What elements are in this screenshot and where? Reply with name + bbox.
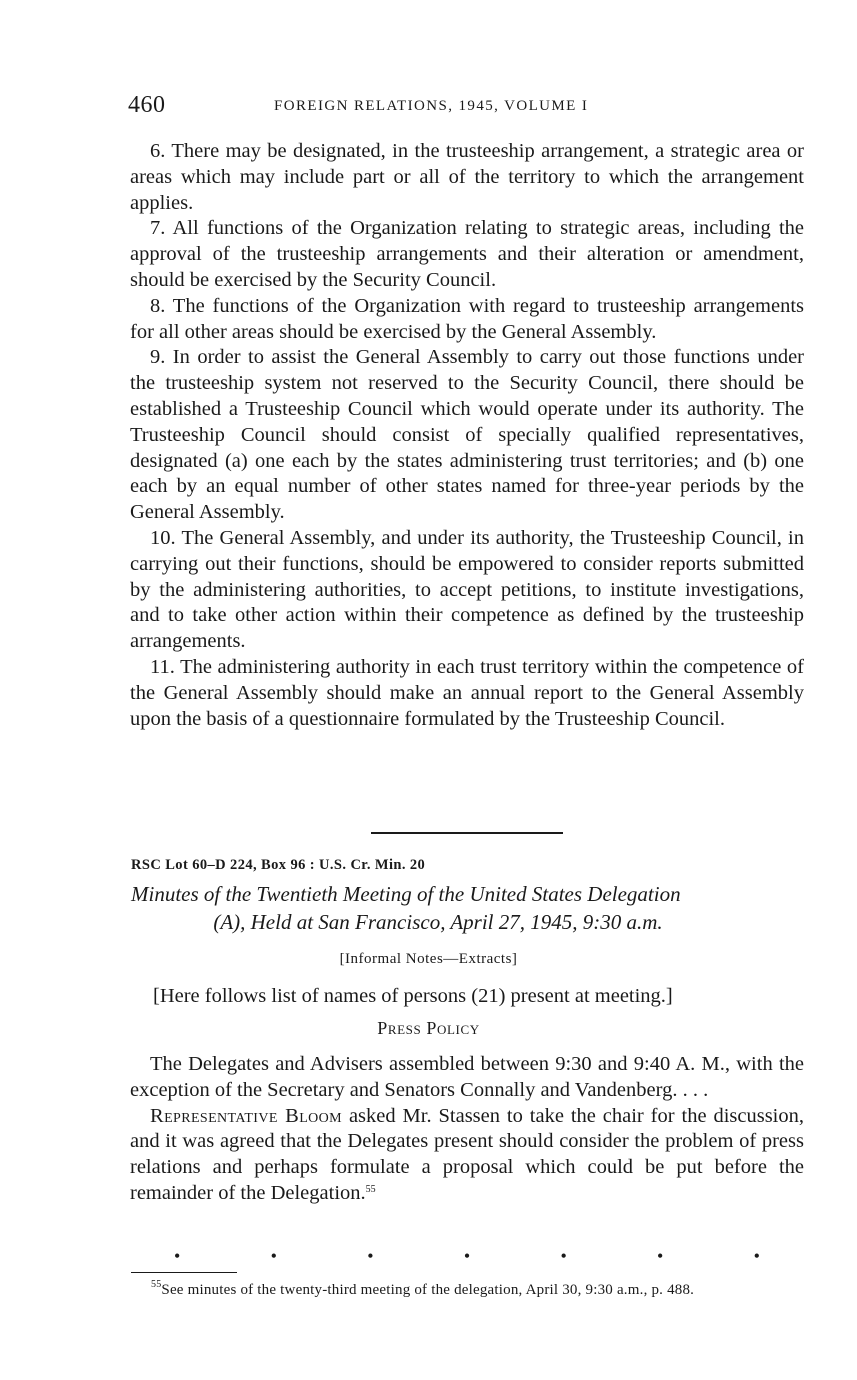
paragraph-item-6: 6. There may be designated, in the trusteeship arrangement, a strategic area or areas which may include part or all of the territory to which the arrangement applies. bbox=[130, 140, 804, 214]
paragraph-item-11: 11. The administering authority in each trust territory within the competence of the General Assembly should make an annual report to the General Assembly upon the basis of a questionnaire formulated by the Trusteeship Council. bbox=[130, 655, 804, 730]
elision-dot: • bbox=[463, 1246, 471, 1266]
speaker-name: Representative Bloom bbox=[150, 1104, 343, 1127]
archive-source: RSC Lot 60–D 224, Box 96 : U.S. Cr. Min. 20 bbox=[131, 857, 426, 873]
footnote-divider bbox=[131, 1272, 237, 1273]
continued-text bbox=[130, 139, 804, 732]
page-number: 460 bbox=[128, 92, 166, 118]
journal-title: FOREIGN RELATIONS, 1945, VOLUME I bbox=[274, 98, 589, 114]
document-title bbox=[131, 880, 805, 936]
footnote-reference[interactable]: 55 bbox=[365, 1183, 376, 1195]
elision-marks bbox=[130, 1246, 804, 1267]
running-head bbox=[128, 92, 808, 122]
elision-dot: • bbox=[753, 1246, 760, 1266]
elision-dot: • bbox=[560, 1246, 567, 1266]
minutes-paragraph-2-text: asked Mr. Stassen to take the chair for the discussion, and it was agreed that the Delegates present should consider the problem of press relations and perhaps formulate a proposal which could be put before the remainder of the Delegation. bbox=[130, 1104, 805, 1204]
footnote-marker: 55 bbox=[151, 1279, 162, 1290]
elision-dot: • bbox=[367, 1246, 374, 1266]
section-subheading: Press Policy bbox=[377, 1018, 480, 1038]
paragraph-item-10: 10. The General Assembly, and under its authority, the Trusteeship Council, in carrying out their functions, should be empowered to consider reports submitted by the administering authorities, to accept petitions, to institute investigations, and to take other action within their competence as defined by the trusteeship arrangements. bbox=[130, 526, 804, 653]
footnote bbox=[131, 1280, 805, 1300]
document-title-line-2: (A), Held at San Francisco, April 27, 1945, 9:30 a.m. bbox=[213, 910, 663, 934]
elision-dot: • bbox=[174, 1246, 181, 1266]
paragraph-item-9: 9. In order to assist the General Assembly to carry out those functions under the trusteeship system not reserved to the Security Council, there should be established a Trusteeship Council which would operate under its authority. The Trusteeship Council should consist of specially qualified representatives, designated (a) one each by the states administering trust territories; and (b) one each by an equal number of other states named for three-year periods by the General Assembly. bbox=[130, 346, 804, 524]
elision-dot: • bbox=[270, 1246, 277, 1266]
elision-dot: • bbox=[657, 1246, 664, 1266]
paragraph-item-7: 7. All functions of the Organization relating to strategic areas, including the approval of the trusteeship arrangements and their alteration or amendment, should be exercised by the Security Council. bbox=[130, 217, 804, 291]
minutes-paragraph-2 bbox=[130, 1104, 804, 1207]
section-divider bbox=[371, 832, 563, 834]
document-title-line-1: Minutes of the Twentieth Meeting of the United States Delegation bbox=[131, 882, 681, 906]
informal-notes-label: [Informal Notes—Extracts] bbox=[339, 951, 518, 967]
footnote-text: See minutes of the twenty-third meeting of the delegation, April 30, 9:30 a.m., p. 488. bbox=[161, 1282, 695, 1298]
minutes-text bbox=[130, 1052, 804, 1207]
minutes-paragraph-1: The Delegates and Advisers assembled between 9:30 and 9:40 A. M., with the exception of the Secretary and Senators Connally and Vandenberg. . . . bbox=[130, 1053, 804, 1101]
paragraph-item-8: 8. The functions of the Organization with regard to trusteeship arrangements for all other areas should be exercised by the General Assembly. bbox=[130, 294, 804, 343]
attendance-note: [Here follows list of names of persons (21) present at meeting.] bbox=[153, 985, 673, 1007]
